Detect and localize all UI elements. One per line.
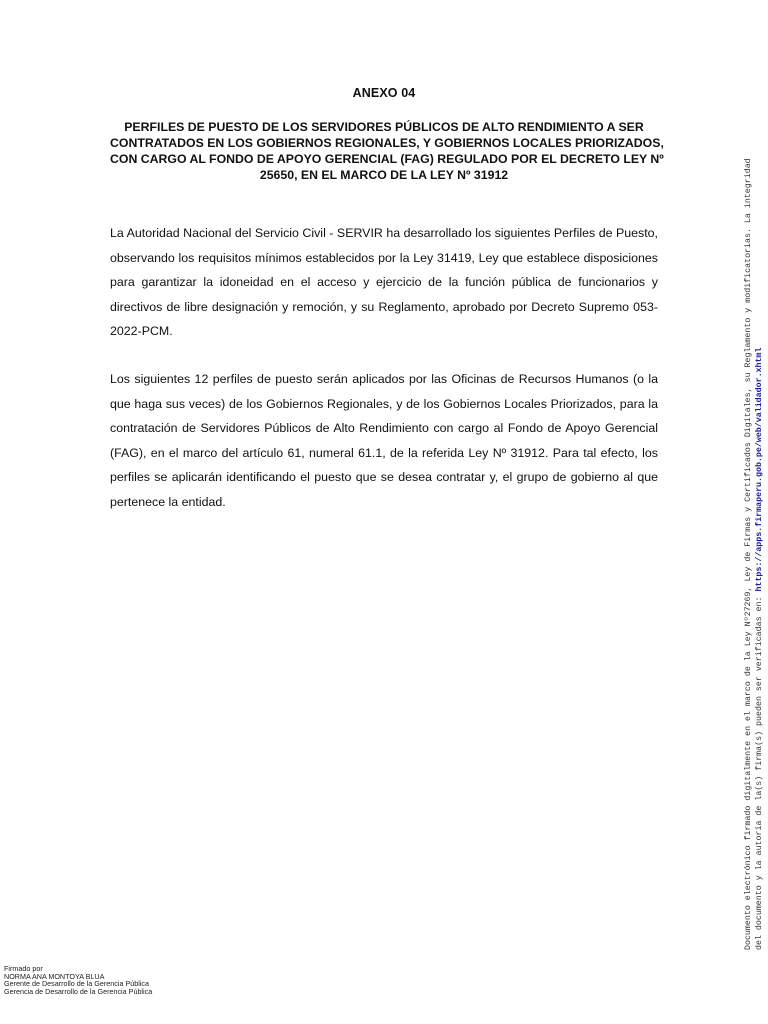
document-title-line: 25650, EN EL MARCO DE LA LEY Nº 31912: [259, 168, 509, 182]
body-paragraph-servir: La Autoridad Nacional del Servicio Civil - SERVIR ha desarrollado los siguientes Perfiles de Puesto, observando los requisitos mínimos establecidos por la Ley 31419, Ley que establece disposiciones para garantizar la idoneidad en el acceso y ejercicio de la función pública de funcionarios y directivos de libre designación y remoción, y su Reglamento, aprobado por Decreto Supremo 053-2022-PCM.: [110, 226, 658, 339]
digital-signature-notice: [744, 130, 768, 950]
body-paragraph-profiles: Los siguientes 12 perfiles de puesto serán aplicados por las Oficinas de Recursos Humanos (o la que haga sus veces) de los Gobiernos Regionales, y de los Gobiernos Locales Priorizados, para la contratación de Servidores Públicos de Alto Rendimiento con cargo al Fondo de Apoyo Gerencial (FAG), en el marco del artículo 61, numeral 61.1, de la referida Ley Nº 31912. Para tal efecto, los perfiles se aplicarán identificando el puesto que se desea contratar y, el grupo de gobierno al que pertenece la entidad.: [110, 372, 658, 509]
document-title: [110, 119, 664, 183]
signature-notice-prefix: del documento y la autoría de la(s) firma(s) pueden ser verificadas en:: [754, 591, 764, 950]
signer-name: NORMA ANA MONTOYA BLUA: [4, 971, 105, 981]
signature-notice-line-2: [755, 130, 766, 950]
signature-block: [4, 965, 152, 995]
signer-role: Gerente de Desarrollo de la Gerencia Pública: [4, 979, 150, 989]
document-title-line: PERFILES DE PUESTO DE LOS SERVIDORES PÚBLICOS DE ALTO RENDIMIENTO A SER: [124, 120, 644, 134]
signature-notice-line: Documento electrónico firmado digitalmente en el marco de la Ley Nº27269, Ley de Firmas y Certificados Digitales, su Reglamento y modificatorias. La integridad: [744, 158, 753, 950]
document-title-line: CONTRATADOS EN LOS GOBIERNOS REGIONALES, Y GOBIERNOS LOCALES PRIORIZADOS,: [110, 136, 664, 150]
annex-title: ANEXO 04: [352, 86, 416, 100]
validator-link[interactable]: https://apps.firmaperu.gob.pe/web/validador.xhtml: [754, 347, 764, 592]
document-title-line: CON CARGO AL FONDO DE APOYO GERENCIAL (FAG) REGULADO POR EL DECRETO LEY Nº: [110, 152, 664, 166]
signer-office: Gerencia de Desarrollo de la Gerencia Pública: [4, 986, 153, 996]
signed-by-label: Firmado por: [4, 964, 43, 973]
